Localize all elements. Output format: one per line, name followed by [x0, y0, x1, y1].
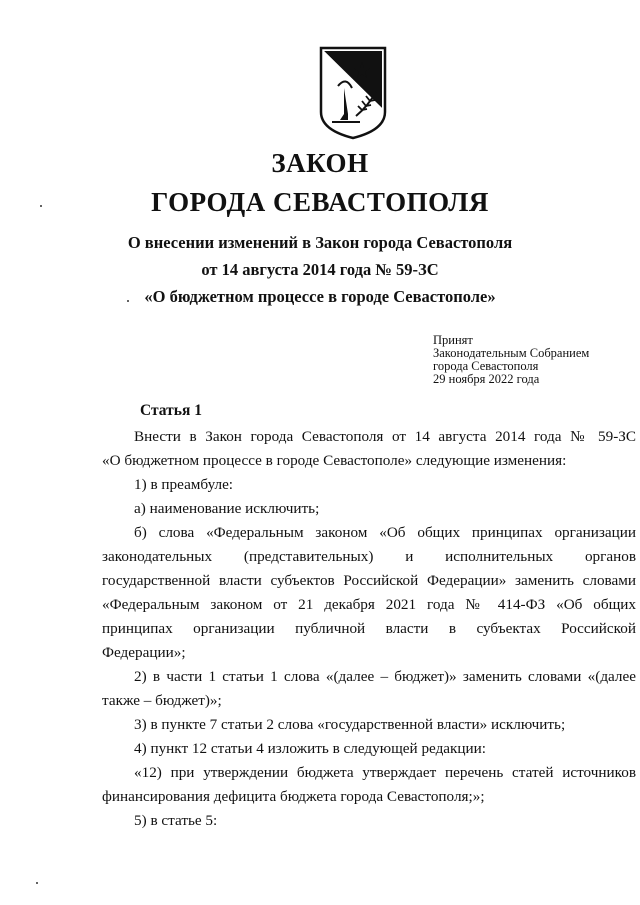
paragraph-line: Федерации»; [102, 644, 186, 661]
paragraph-line: 3) в пункте 7 статьи 2 слова «государственной власти» исключить; [134, 716, 566, 733]
article-heading: Статья 1 [140, 402, 202, 419]
subtitle-line-3: «О бюджетном процессе в городе Севастополе» [144, 287, 496, 306]
paragraph-line: Внести в Закон города Севастополя от 14 августа 2014 года № 59-ЗС [134, 428, 636, 445]
paragraph-line: 5) в статье 5: [134, 812, 218, 829]
acceptance-line-1: Принят [433, 333, 473, 347]
city-title: ГОРОДА СЕВАСТОПОЛЯ [151, 187, 489, 217]
acceptance-line-3: города Севастополя [433, 359, 539, 373]
paragraph-line: государственной власти субъектов Российской Федерации» заменить словами [102, 572, 636, 589]
scan-speck [40, 205, 42, 207]
scan-speck [127, 300, 129, 302]
paragraph-line: финансирования дефицита бюджета города Севастополя;»; [102, 788, 485, 805]
paragraph-line: «О бюджетном процессе в городе Севастополе» следующие изменения: [102, 452, 567, 469]
paragraph-line: 1) в преамбуле: [134, 476, 234, 493]
subtitle-line-2: от 14 августа 2014 года № 59-ЗС [201, 260, 439, 279]
paragraph-line: также – бюджет)»; [102, 692, 222, 709]
paragraph-line: 4) пункт 12 статьи 4 изложить в следующей редакции: [134, 740, 487, 757]
subtitle-line-1: О внесении изменений в Закон города Севастополя [127, 233, 513, 252]
acceptance-line-2: Законодательным Собранием [433, 346, 590, 360]
scan-speck [36, 882, 38, 884]
law-title: ЗАКОН [271, 148, 369, 178]
paragraph-line: законодательных (представительных) и исполнительных органов [102, 548, 636, 565]
paragraph-line: 2) в части 1 статьи 1 слова «(далее – бюджет)» заменить словами «(далее [134, 668, 636, 685]
acceptance-date: 29 ноября 2022 года [433, 372, 540, 386]
paragraph-line: б) слова «Федеральным законом «Об общих принципах организации [134, 524, 636, 541]
paragraph-line: принципах организации публичной власти в субъектах Российской [102, 620, 636, 637]
paragraph-line: а) наименование исключить; [134, 500, 320, 517]
acceptance-note [433, 334, 589, 386]
sevastopol-coat-of-arms-icon [318, 46, 388, 140]
paragraph-line: «Федеральным законом от 21 декабря 2021 года № 414-ФЗ «Об общих [102, 596, 636, 613]
paragraph-line: «12) при утверждении бюджета утверждает перечень статей источников [134, 764, 636, 781]
